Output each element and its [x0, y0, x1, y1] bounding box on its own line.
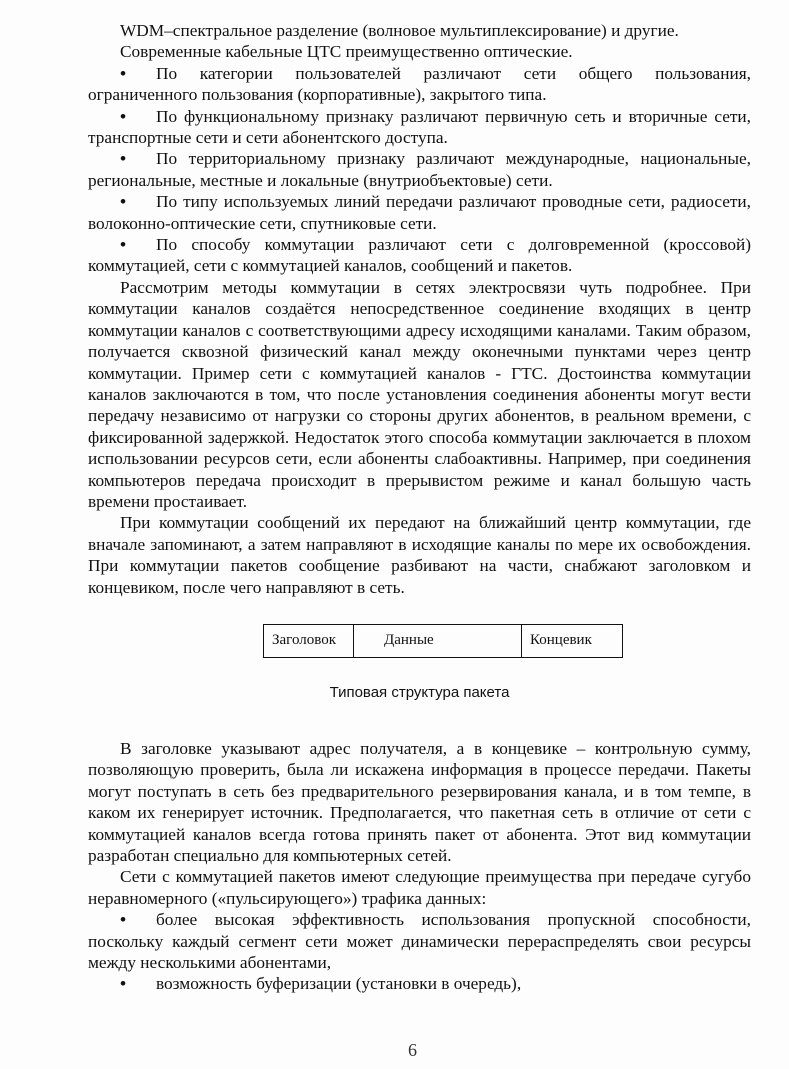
- list-item-text: возможность буферизации (установки в очередь),: [156, 974, 522, 994]
- list-item-text: По типу используемых линий передачи различают проводные сети, радиосети, волоконно-оптические сети, спутниковые сети.: [88, 192, 751, 233]
- bullet-icon: •: [120, 235, 127, 255]
- page-content: [88, 20, 751, 995]
- list-item-text: По способу коммутации различают сети с долговременной (кроссовой) коммутацией, сети с коммутацией каналов, сообщений и пакетов.: [88, 235, 751, 276]
- packet-data-cell: Данные: [354, 625, 522, 657]
- page-number: 6: [408, 1040, 417, 1060]
- list-item: [88, 63, 751, 106]
- list-item: [88, 148, 751, 191]
- list-item: [88, 106, 751, 149]
- packet-figure: [88, 618, 751, 738]
- list-item: [88, 973, 751, 994]
- bullet-icon: •: [120, 910, 127, 930]
- packet-structure-diagram: [263, 624, 623, 658]
- bullet-icon: •: [120, 192, 127, 212]
- paragraph-header: В заголовке указывают адрес получателя, а в концевике – контрольную сумму, позволяющую проверить, была ли искажена информация в процессе передачи. Пакеты могут поступать в сеть без предварительного резервирования канала, и в том темпе, в каком их генерирует источник. Предполагается, что пакетная сеть в отличие от сети с коммутацией каналов всегда готова принять пакет от абонента. Этот вид коммутации разработан специально для компьютерных сетей.: [88, 738, 751, 865]
- paragraph-messages: При коммутации сообщений их передают на ближайший центр коммутации, где вначале запоминают, а затем направляют в исходящие каналы по мере их освобождения. При коммутации пакетов сообщение разбивают на части, снабжают заголовком и концевиком, после чего направляют в сеть.: [88, 513, 751, 597]
- bullet-icon: •: [120, 974, 127, 994]
- bullet-icon: •: [120, 63, 127, 83]
- paragraph-wdm: WDM–спектральное разделение (волновое мультиплексирование) и другие.: [120, 21, 679, 40]
- paragraph-advantages: Сети с коммутацией пакетов имеют следующие преимущества при передаче сугубо неравномерного («пульсирующего») трафика данных:: [88, 867, 751, 908]
- paragraph-switching: Рассмотрим методы коммутации в сетях электросвязи чуть подробнее. При коммутации каналов создаётся непосредственное соединение входящих в центр коммутации каналов с соответствующими адресу исходящими каналами. Таким образом, получается сквозной физический канал между оконечными пунктами через центр коммутации. Пример сети с коммутацией каналов - ГТС. Достоинства коммутации каналов заключаются в том, что после установления соединения абоненты могут вести передачу независимо от нагрузки со стороны других абонентов, в реальном времени, с фиксированной задержкой. Недостаток этого способа коммутации заключается в плохом использовании ресурсов сети, если абоненты слабоактивны. Например, при соединения компьютеров передача происходит в прерывистом режиме и канал большую часть времени простаивает.: [88, 277, 751, 511]
- list-item-text: По функциональному признаку различают первичную сеть и вторичные сети, транспортные сети и сети абонентского доступа.: [88, 106, 751, 148]
- figure-caption: Типовая структура пакета: [329, 683, 510, 701]
- list-item-text: более высокая эффективность использования пропускной способности, поскольку каждый сегмент сети может динамически перераспределять свои ресурсы между несколькими абонентами,: [88, 910, 751, 973]
- list-item-text: По категории пользователей различают сети общего пользования, ограниченного пользования (корпоративные), закрытого типа.: [88, 63, 751, 105]
- paragraph-optical: Современные кабельные ЦТС преимущественно оптические.: [120, 42, 573, 62]
- list-item: [88, 909, 751, 973]
- packet-trailer-cell: Концевик: [530, 632, 592, 649]
- packet-header-cell: Заголовок: [264, 625, 354, 657]
- list-item-text: По территориальному признаку различают международные, национальные, региональные, местные и локальные (внутриобъектовые) сети.: [88, 149, 751, 190]
- list-item: [88, 191, 751, 234]
- bullet-icon: •: [120, 106, 127, 126]
- bullet-icon: •: [120, 149, 127, 169]
- list-item: [88, 234, 751, 277]
